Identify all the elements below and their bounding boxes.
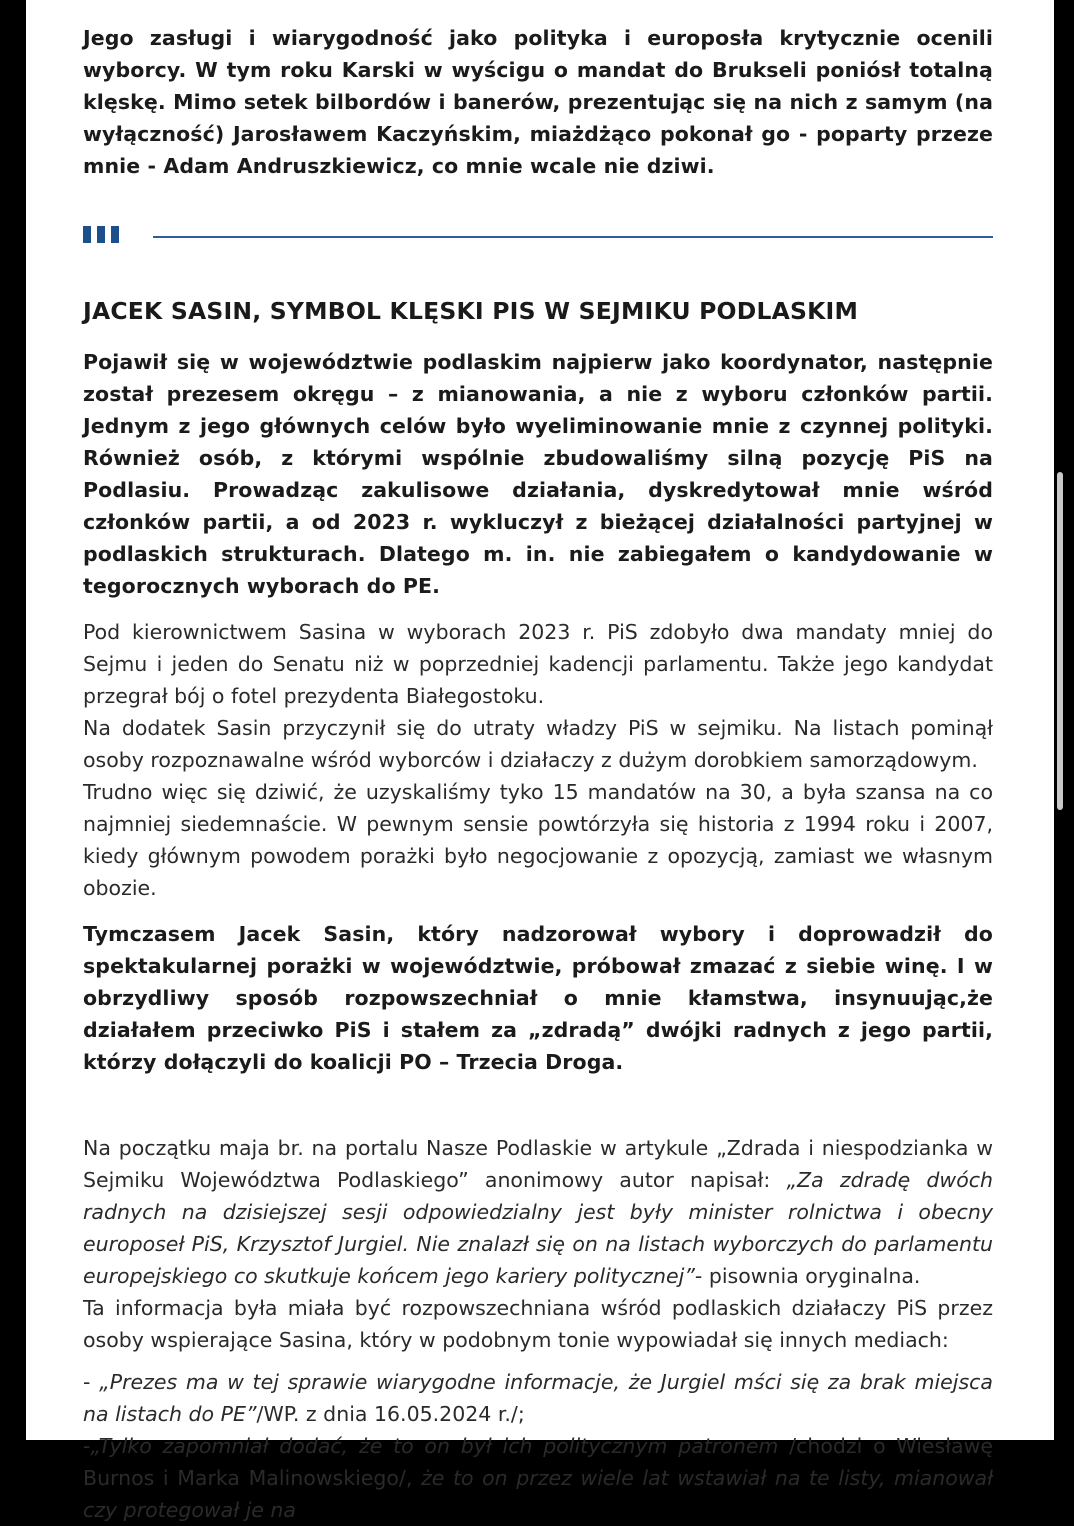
document-content bbox=[83, 22, 993, 1526]
quote-2-text-2: że to on przez wiele lat wstawiał na te listy, mianował czy protegował je na bbox=[83, 1466, 993, 1522]
article-paragraph bbox=[83, 1132, 993, 1292]
regular-paragraph-1: Pod kierownictwem Sasina w wyborach 2023 r. PiS zdobyło dwa mandaty mniej do Sejmu i jeden do Senatu niż w poprzedniej kadencji parlamentu. Także jego kandydat przegrał bój o fotel prezydenta Białegostoku. bbox=[83, 620, 993, 708]
quote-1-source: /WP. z dnia 16.05.2024 r./; bbox=[256, 1402, 525, 1426]
article-quote: „Za zdradę dwóch radnych na dzisiejszej sesji odpowiedzialny jest były minister rolnictwa i obecny europoseł PiS, Krzysztof Jurgiel. Nie znalazł się on na listach wyborczych do parlamentu europejskiego co skutkuje końcem jego kariery politycznej” bbox=[83, 1168, 994, 1288]
separator-bars-icon bbox=[83, 226, 119, 243]
bold-paragraph-1: Pojawił się w województwie podlaskim najpierw jako koordynator, następnie został prezesem okręgu – z mianowania, a nie z wyboru członków partii. Jednym z jego głównych celów było wyeliminowanie mnie z czynnej polityki. Również osób, z którymi wspólnie zbudowaliśmy silną pozycję PiS na Podlasiu. Prowadząc zakulisowe działania, dyskredytował mnie wśród członków partii, a od 2023 r. wykluczył z bieżącej działalności partyjnej w podlaskich strukturach. Dlatego m. in. nie zabiegałem o kandydowanie w tegorocznych wyborach do PE. bbox=[83, 350, 993, 598]
quote-2-text-1: „Tylko zapomniał dodać, że to on był ich politycznym patronem bbox=[90, 1434, 790, 1458]
bold-paragraph-2: Tymczasem Jacek Sasin, który nadzorował wybory i doprowadził do spektakularnej porażki w województwie, próbował zmazać z siebie winę. I w obrzydliwy sposób rozpowszechniał o mnie kłamstwa, insynuując,że działałem przeciwko PiS i stałem za „zdradą” dwójki radnych z jego partii, którzy dołączyli do koalicji PO – Trzecia Droga. bbox=[83, 922, 993, 1074]
quote-1 bbox=[83, 1366, 993, 1430]
quote-2-prefix: - bbox=[83, 1434, 91, 1458]
quote-1-prefix: - bbox=[83, 1370, 100, 1394]
article-lead: Na początku maja br. na portalu Nasze Podlaskie w artykule „Zdrada i niespodzianka w Sejmiku Województwa Podlaskiego” anonimowy autor napisał: bbox=[83, 1136, 993, 1192]
regular-paragraph-3: Trudno więc się dziwić, że uzyskaliśmy tyko 15 mandatów na 30, a była szansa na co najmniej siedemnaście. W pewnym sensie powtórzyła się historia z 1994 roku i 2007, kiedy głównym powodem porażki było negocjowanie z opozycją, zamiast we własnym obozie. bbox=[83, 780, 993, 900]
separator-line bbox=[153, 236, 993, 238]
scrollbar-thumb[interactable] bbox=[1057, 472, 1063, 810]
quote-2-note: /chodzi o Wiesławę Burnos i Marka Malinowskiego/, bbox=[83, 1434, 993, 1490]
section-separator bbox=[83, 220, 993, 250]
regular-paragraph-2: Na dodatek Sasin przyczynił się do utraty władzy PiS w sejmiku. Na listach pominął osoby rozpoznawalne wśród wyborców i działaczy z dużym dorobkiem samorządowym. bbox=[83, 716, 993, 772]
document-page bbox=[26, 0, 1054, 1522]
quote-2 bbox=[83, 1430, 993, 1526]
info-paragraph: Ta informacja była miała być rozpowszechniana wśród podlaskich działaczy PiS przez osoby wspierające Sasina, który w podobnym tonie wypowiadał się innych mediach: bbox=[83, 1296, 993, 1352]
intro-paragraph: Jego zasługi i wiarygodność jako polityka i europosła krytycznie ocenili wyborcy. W tym roku Karski w wyścigu o mandat do Brukseli poniósł totalną klęskę. Mimo setek bilbordów i banerów, prezentując się na nich z samym (na wyłączność) Jarosławem Kaczyńskim, miażdżąco pokonał go - poparty przeze mnie - Adam Andruszkiewicz, co mnie wcale nie dziwi. bbox=[83, 26, 993, 178]
section-heading: JACEK SASIN, SYMBOL KLĘSKI PIS W SEJMIKU PODLASKIM bbox=[83, 297, 859, 325]
quote-1-text: „Prezes ma w tej sprawie wiarygodne informacje, że Jurgiel mści się za brak miejsca na listach do PE” bbox=[83, 1370, 993, 1426]
article-tail: - pisownia oryginalna. bbox=[694, 1264, 921, 1288]
